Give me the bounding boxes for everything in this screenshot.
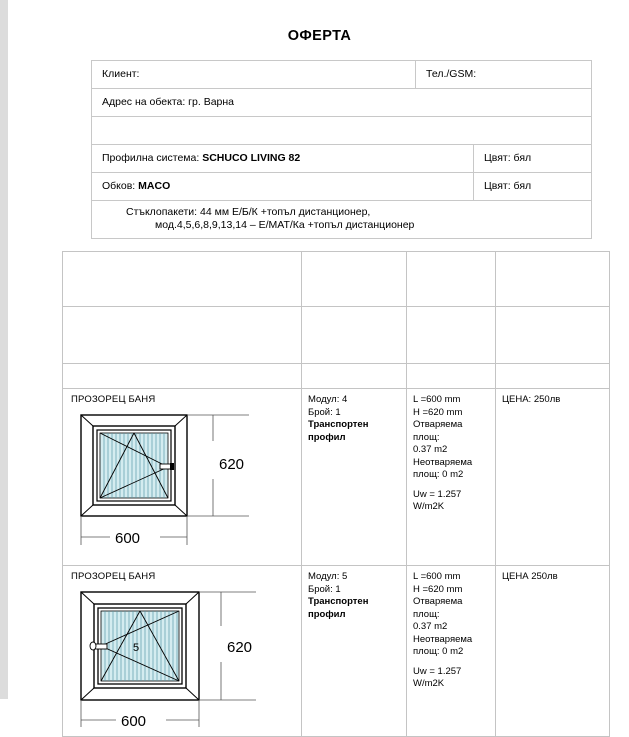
empty-cell-spec — [407, 252, 496, 307]
width-dimension-label: 600 — [115, 530, 141, 547]
height-dimension-label: 620 — [219, 456, 245, 473]
sash-marker-label: 5 — [133, 642, 140, 654]
item-module-cell — [302, 566, 407, 737]
empty-cell-module — [302, 307, 407, 364]
profile-note-line-1: Транспортен — [308, 596, 369, 608]
empty-cell-spec — [407, 307, 496, 364]
spec-length: L =600 mm — [413, 394, 461, 405]
item-drawing-cell — [63, 389, 302, 566]
item-name: ПРОЗОРЕЦ БАНЯ — [71, 571, 156, 582]
header-row-glazing — [92, 201, 592, 239]
spec-fixed-area-value: площ: 0 m2 — [413, 469, 464, 481]
empty-cell-draw — [63, 252, 302, 307]
hardware-value: MACO — [138, 179, 171, 192]
empty-cell-draw — [63, 307, 302, 364]
item-price-cell: ЦЕНА 250лв — [496, 566, 610, 737]
header-row-hardware — [92, 173, 592, 201]
glazing-line-2: мод.4,5,6,8,9,13,14 – Е/МАТ/Ка +топъл дистанционер — [155, 219, 415, 232]
profile-note-line-2: профил — [308, 608, 346, 620]
empty-cell-price — [496, 364, 610, 389]
header-row-profile — [92, 145, 592, 173]
spec-length: L =600 mm — [413, 571, 461, 582]
blank-cell — [92, 117, 592, 145]
table-row-empty — [63, 364, 610, 389]
profile-system-cell — [92, 145, 474, 173]
spec-open-area-label: Отваряема площ: — [413, 419, 463, 443]
spec-open-area-value: 0.37 m2 — [413, 444, 448, 456]
window-diagram-svg — [63, 407, 302, 553]
spec-spacer — [413, 659, 489, 666]
empty-cell-module — [302, 364, 407, 389]
spec-fixed-area-label: Неотваряема — [413, 456, 473, 468]
profile-note-line-2: профил — [308, 431, 346, 443]
client-label: Клиент: — [92, 61, 416, 89]
spec-spacer — [413, 482, 489, 489]
window-diagram-svg — [63, 584, 302, 730]
item-spec-cell — [407, 566, 496, 737]
window-drawing-right-hinged — [63, 407, 302, 553]
glazing-cell — [92, 201, 592, 239]
document-page — [10, 0, 629, 730]
empty-cell-price — [496, 252, 610, 307]
empty-cell-draw — [63, 364, 302, 389]
glazing-label: Стъклопакети: — [126, 206, 198, 218]
spec-uw-value: Uw = 1.257 W/m2K — [413, 488, 462, 513]
table-row — [63, 389, 610, 566]
table-row-empty — [63, 307, 610, 364]
hardware-label: Обков: — [102, 179, 136, 192]
glazing-line-1: 44 мм Е/Б/К +топъл дистанционер, — [200, 206, 371, 218]
item-price-cell: ЦЕНА: 250лв — [496, 389, 610, 566]
module-number: Модул: 4 — [308, 394, 348, 405]
profile-color: Цвят: бял — [474, 145, 592, 173]
page-title: ОФЕРТА — [287, 28, 352, 44]
spec-height: H =620 mm — [413, 406, 463, 418]
table-row — [63, 566, 610, 737]
item-name: ПРОЗОРЕЦ БАНЯ — [71, 394, 156, 405]
hardware-color: Цвят: бял — [474, 173, 592, 201]
spec-height: H =620 mm — [413, 583, 463, 595]
window-handle-icon — [160, 463, 174, 470]
width-dimension-label: 600 — [121, 713, 147, 730]
quantity: Брой: 1 — [308, 583, 341, 595]
spec-uw-value: Uw = 1.257 W/m2K — [413, 665, 462, 690]
empty-cell-spec — [407, 364, 496, 389]
spec-open-area-label: Отваряема площ: — [413, 596, 463, 620]
empty-cell-price — [496, 307, 610, 364]
window-drawing-left-hinged — [63, 584, 302, 730]
profile-note-line-1: Транспортен — [308, 419, 369, 431]
items-table — [62, 251, 610, 737]
header-row-blank — [92, 117, 592, 145]
spec-open-area-value: 0.37 m2 — [413, 621, 448, 633]
spec-fixed-area-value: площ: 0 m2 — [413, 646, 464, 658]
empty-cell-module — [302, 252, 407, 307]
address-text: Адрес на обекта: гр. Варна — [92, 89, 592, 117]
phone-label: Тел./GSM: — [416, 61, 592, 89]
item-spec-cell — [407, 389, 496, 566]
header-row-client — [92, 61, 592, 89]
item-drawing-cell — [63, 566, 302, 737]
header-info-table — [91, 60, 592, 239]
item-module-cell — [302, 389, 407, 566]
table-row-empty — [63, 252, 610, 307]
profile-system-label: Профилна система: — [102, 151, 200, 164]
page-left-edge-strip — [0, 0, 8, 699]
spec-fixed-area-label: Неотваряема — [413, 633, 473, 645]
height-dimension-label: 620 — [227, 639, 253, 656]
header-row-address — [92, 89, 592, 117]
hardware-cell — [92, 173, 474, 201]
profile-system-value: SCHUCO LIVING 82 — [202, 151, 301, 164]
quantity: Брой: 1 — [308, 406, 341, 418]
module-number: Модул: 5 — [308, 571, 348, 582]
